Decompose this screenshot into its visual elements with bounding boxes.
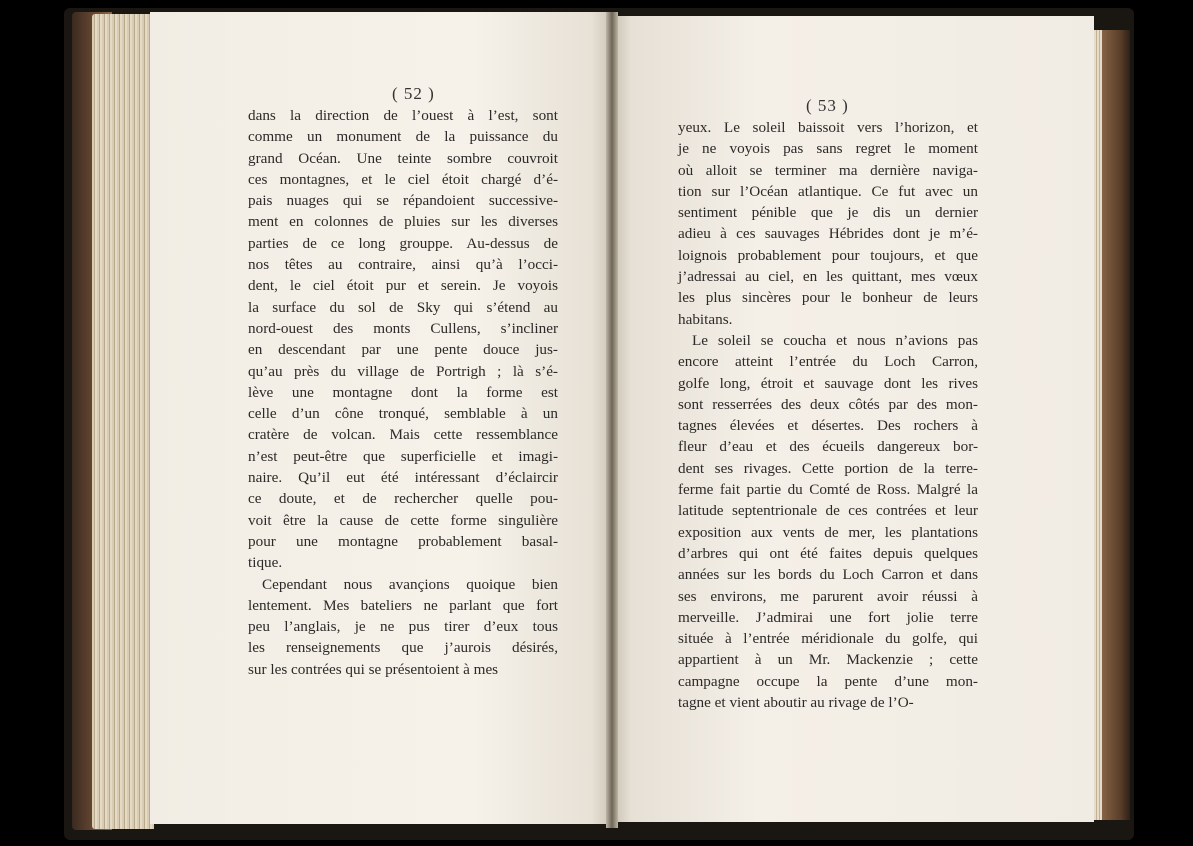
text-line: tagne et vient aboutir au rivage de l’O- [678,694,914,712]
text-line: les renseignements que j’aurois désirés, [248,639,558,657]
text-line: comme un monument de la puissance du [248,128,558,146]
text-line: je ne voyois pas sans regret le moment [678,140,978,158]
text-line: yeux. Le soleil baissoit vers l’horizon, et [678,119,978,136]
text-line: pour une montagne probablement basal- [248,532,558,550]
text-line: habitans. [678,310,733,328]
text-line: pais nuages qui se répandoient successive- [248,192,558,210]
text-line: ces montagnes, et le ciel étoit chargé d’é- [248,170,558,188]
text-line: dans la direction de l’ouest à l’est, sont [248,107,558,124]
text-line: celle d’un cône tronqué, semblable à un [248,405,558,423]
text-line: j’adressai au ciel, en les quittant, mes vœux [678,268,978,286]
text-line: où alloit se terminer ma dernière naviga- [678,161,978,179]
text-line: sentiment pénible que je dis un dernier [678,204,978,222]
text-line: latitude septentrionale de ces contrées et leur [678,502,978,520]
text-line: peu l’anglais, je ne pus tirer d’eux tous [248,618,558,636]
text-line: nord-ouest des monts Cullens, s’incliner [248,319,558,337]
text-line: adieu à ces sauvages Hébrides dont je m’é- [678,225,978,243]
book-cover-right [1098,30,1130,820]
text-line: lève une montagne dont la forme est [248,383,558,401]
text-line: encore atteint l’entrée du Loch Carron, [678,353,978,371]
text-line: qu’au près du village de Portrigh ; là s’é- [248,362,558,380]
text-line: années sur les bords du Loch Carron et dans [678,566,978,584]
text-line: ment en colonnes de pluies sur les diverses [248,213,558,231]
text-line: golfe long, étroit et sauvage dont les rives [678,374,978,392]
text-line: Cependant nous avançions quoique bien [262,575,558,593]
text-line: dent ses rivages. Cette portion de la terre- [678,459,978,477]
text-line: tion sur l’Océan atlantique. Ce fut avec un [678,182,978,200]
text-line: n’est peut-être que superficielle et imagi- [248,447,558,465]
text-line: en descendant par une pente douce jus- [248,341,558,359]
right-page-number: ( 53 ) [806,96,849,115]
text-line: les plus sincères pour le bonheur de leurs [678,289,978,307]
text-line: située à l’entrée méridionale du golfe, qui [678,630,978,648]
right-page-text [678,117,978,713]
text-line: lentement. Mes bateliers ne parlant que fort [248,596,558,614]
text-line: appartient à un Mr. Mackenzie ; cette [678,651,978,669]
page-edges-left [92,14,154,829]
text-line: tique. [248,554,283,572]
text-line: tagnes élevées et désertes. Des rochers à [678,417,978,435]
text-line: ferme fait partie du Comté de Ross. Malgré la [678,481,978,499]
text-line: merveille. J’admirai une fort jolie terre [678,608,978,626]
text-line: dent, le ciel étoit pur et serein. Je voyois [248,277,558,295]
text-line: nos têtes au contraire, ainsi qu’à l’occi- [248,256,558,274]
text-line: voit être la cause de cette forme singulière [248,511,558,529]
text-line: cratère de volcan. Mais cette ressemblance [248,426,558,444]
text-line: ce doute, et de rechercher quelle pou- [248,490,558,508]
text-line: loignois probablement pour toujours, et que [678,246,978,264]
text-line: la surface du sol de Sky qui s’étend au [248,298,558,316]
text-line: sur les contrées qui se présentoient à mes [248,660,499,678]
text-line: Le soleil se coucha et nous n’avions pas [692,331,978,349]
text-line: naire. Qu’il eut été intéressant d’éclaircir [248,469,558,487]
text-line: exposition aux vents de mer, les plantations [678,523,978,541]
text-line: ses environs, me parurent avoir réussi à [678,587,978,605]
text-line: fleur d’eau et des écueils dangereux bor- [678,438,978,456]
book-gutter [606,12,618,828]
text-line: sont resserrées des deux côtés par des mon- [678,395,978,413]
left-page-number: ( 52 ) [392,84,435,103]
text-line: parties de ce long grouppe. Au-dessus de [248,234,558,252]
text-line: d’arbres qui ont été faites depuis quelques [678,544,978,562]
text-line: campagne occupe la pente d’une mon- [678,672,978,690]
left-page-text [248,105,558,680]
text-line: grand Océan. Une teinte sombre couvroit [248,149,558,167]
